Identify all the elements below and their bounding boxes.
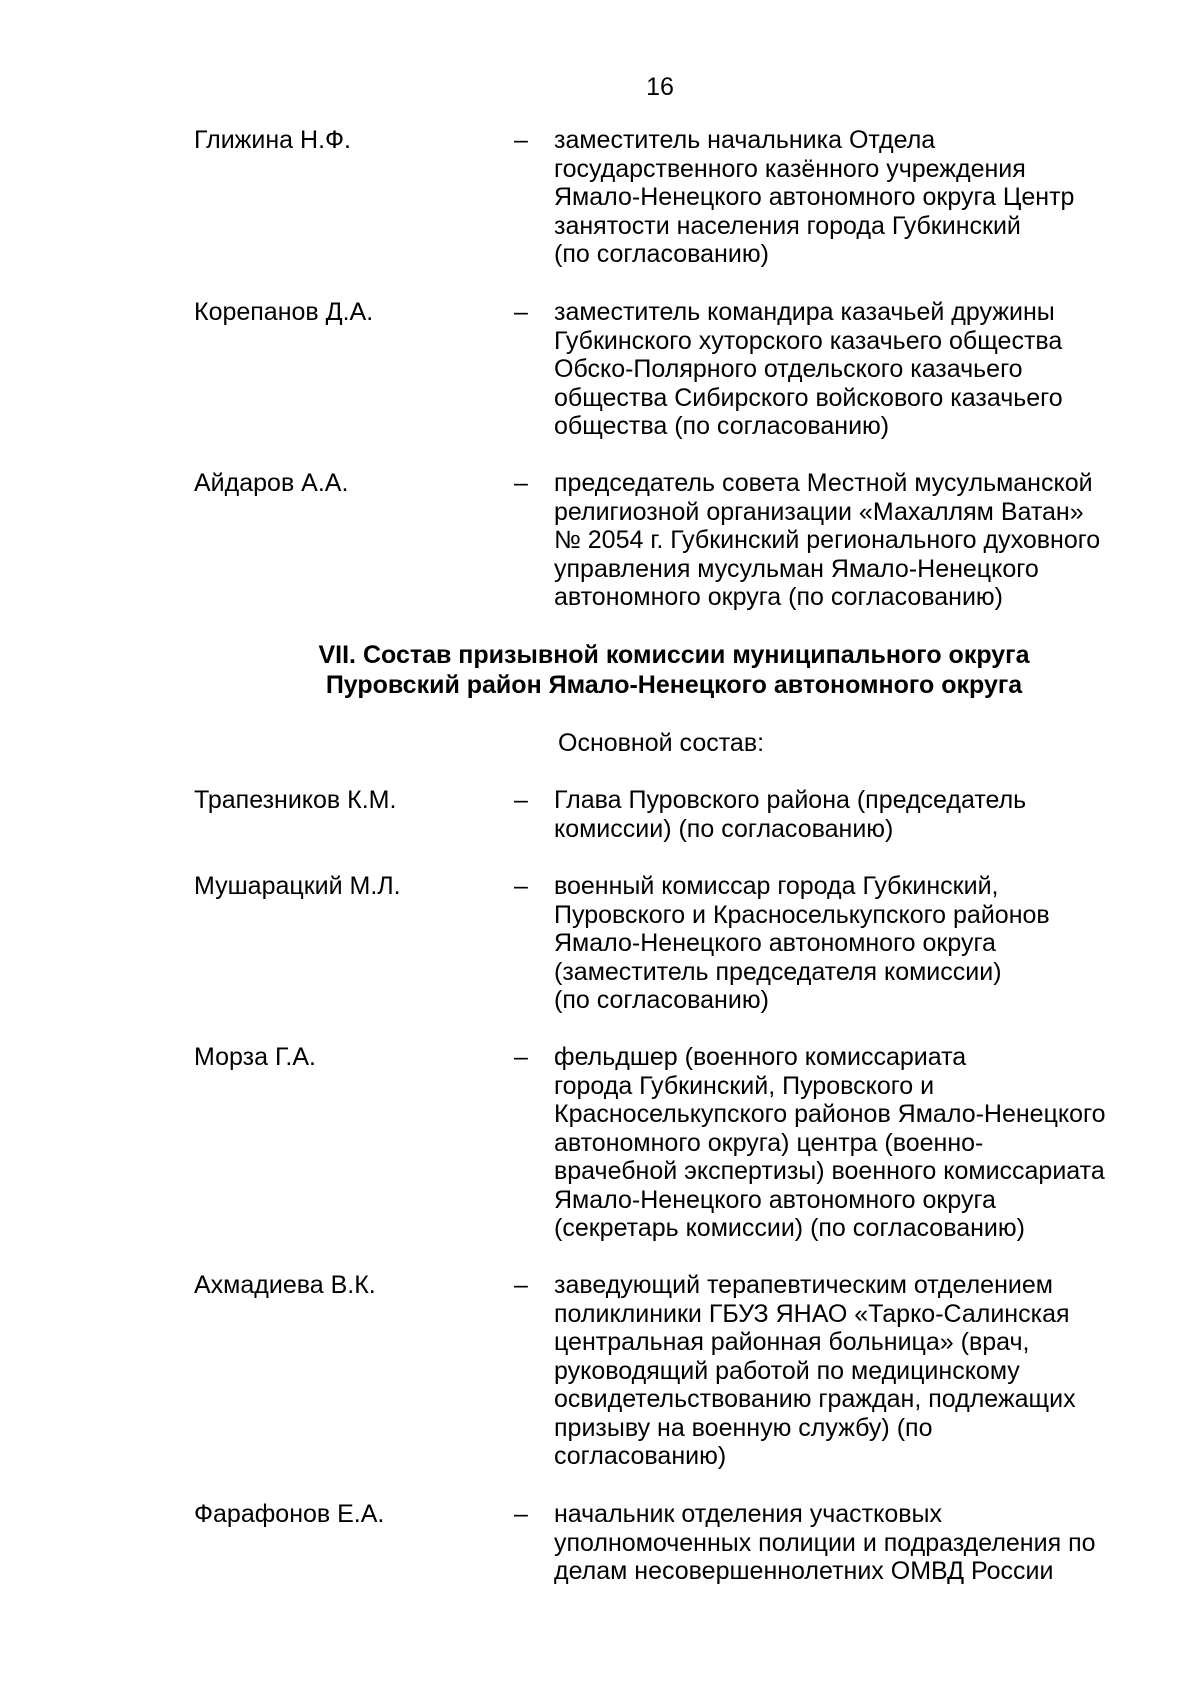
- description-line: Ямало-Ненецкого автономного округа: [554, 1185, 996, 1214]
- member-entry: [194, 1500, 1154, 1586]
- description-line: делам несовершеннолетних ОМВД России: [554, 1557, 1054, 1585]
- dash-separator: –: [514, 469, 528, 497]
- member-name: Мушарацкий М.Л.: [194, 872, 401, 900]
- description-line: руководящий работой по медицинскому: [554, 1356, 1020, 1385]
- member-entry: [194, 126, 1154, 269]
- description-line: согласованию): [554, 1442, 727, 1470]
- description-line: религиозной организации «Махаллям Ватан»: [554, 497, 1084, 526]
- description-line: занятости населения города Губкинский: [554, 211, 1021, 240]
- description-line: заведующий терапевтическим отделением: [554, 1271, 1053, 1299]
- description-line: Красноселькупского районов Ямало-Ненецкого: [554, 1100, 1106, 1128]
- dash-separator: –: [514, 872, 528, 900]
- section-title-line: VII. Состав призывной комиссии муниципального округа: [318, 641, 1030, 669]
- member-description: [554, 298, 1154, 441]
- description-line: врачебной экспертизы) военного комиссариата: [554, 1157, 1105, 1185]
- description-line: (секретарь комиссии) (по согласованию): [554, 1214, 1025, 1242]
- description-line: управления мусульман Ямало-Ненецкого: [554, 554, 1039, 583]
- member-entry: [194, 786, 1154, 843]
- member-entry: [194, 1043, 1154, 1243]
- description-line: заместитель начальника Отдела: [554, 126, 936, 154]
- member-description: [554, 469, 1154, 612]
- page-number: 16: [646, 73, 674, 101]
- member-description: [554, 786, 1154, 843]
- member-description: [554, 872, 1154, 1015]
- dash-separator: –: [514, 1271, 528, 1299]
- description-line: Губкинского хуторского казачьего общества: [554, 326, 1063, 355]
- description-line: военный комиссар города Губкинский,: [554, 872, 999, 900]
- description-line: призыву на военную службу) (по: [554, 1413, 933, 1442]
- description-line: государственного казённого учреждения: [554, 154, 1026, 183]
- member-name: Корепанов Д.А.: [194, 298, 374, 326]
- description-line: общества (по согласованию): [554, 412, 890, 440]
- dash-separator: –: [514, 1043, 528, 1071]
- description-line: (по согласованию): [554, 240, 769, 268]
- description-line: освидетельствованию граждан, подлежащих: [554, 1385, 1076, 1413]
- section-subtitle: Основной состав:: [558, 729, 765, 757]
- member-name: Айдаров А.А.: [194, 469, 349, 497]
- member-name: Фарафонов Е.А.: [194, 1500, 385, 1528]
- description-line: Глава Пуровского района (председатель: [554, 786, 1027, 814]
- description-line: Обско-Полярного отдельского казачьего: [554, 355, 1023, 383]
- description-line: № 2054 г. Губкинский регионального духовного: [554, 526, 1101, 554]
- description-line: автономного округа) центра (военно-: [554, 1128, 984, 1157]
- description-line: Ямало-Ненецкого автономного округа Центр: [554, 183, 1075, 211]
- description-line: председатель совета Местной мусульманской: [554, 469, 1093, 497]
- member-description: [554, 1271, 1154, 1471]
- dash-separator: –: [514, 126, 528, 154]
- member-description: [554, 1043, 1154, 1243]
- description-line: заместитель командира казачьей дружины: [554, 298, 1055, 326]
- dash-separator: –: [514, 786, 528, 814]
- section-title: [194, 640, 1154, 700]
- description-line: уполномоченных полиции и подразделения по: [554, 1528, 1096, 1557]
- member-name: Ахмадиева В.К.: [194, 1271, 376, 1299]
- description-line: (по согласованию): [554, 986, 769, 1014]
- member-description: [554, 1500, 1154, 1586]
- description-line: центральная районная больница» (врач,: [554, 1328, 1030, 1356]
- description-line: начальник отделения участковых: [554, 1500, 942, 1528]
- member-entry: [194, 469, 1154, 612]
- description-line: автономного округа (по согласованию): [554, 583, 1004, 611]
- description-line: (заместитель председателя комиссии): [554, 957, 1002, 986]
- member-entry: [194, 298, 1154, 441]
- member-name: Трапезников К.М.: [194, 786, 397, 814]
- description-line: города Губкинский, Пуровского и: [554, 1071, 935, 1100]
- member-name: Глижина Н.Ф.: [194, 126, 351, 154]
- member-entry: [194, 872, 1154, 1015]
- description-line: общества Сибирского войскового казачьего: [554, 383, 1063, 412]
- description-line: Пуровского и Красноселькупского районов: [554, 900, 1050, 929]
- description-line: поликлиники ГБУЗ ЯНАО «Тарко-Салинская: [554, 1299, 1070, 1328]
- dash-separator: –: [514, 1500, 528, 1528]
- description-line: фельдшер (военного комиссариата: [554, 1043, 967, 1071]
- description-line: Ямало-Ненецкого автономного округа: [554, 929, 996, 957]
- description-line: комиссии) (по согласованию): [554, 814, 894, 843]
- member-description: [554, 126, 1154, 269]
- dash-separator: –: [514, 298, 528, 326]
- member-entry: [194, 1271, 1154, 1471]
- section-title-line: Пуровский район Ямало-Ненецкого автономного округа: [325, 671, 1023, 699]
- member-name: Морза Г.А.: [194, 1043, 316, 1071]
